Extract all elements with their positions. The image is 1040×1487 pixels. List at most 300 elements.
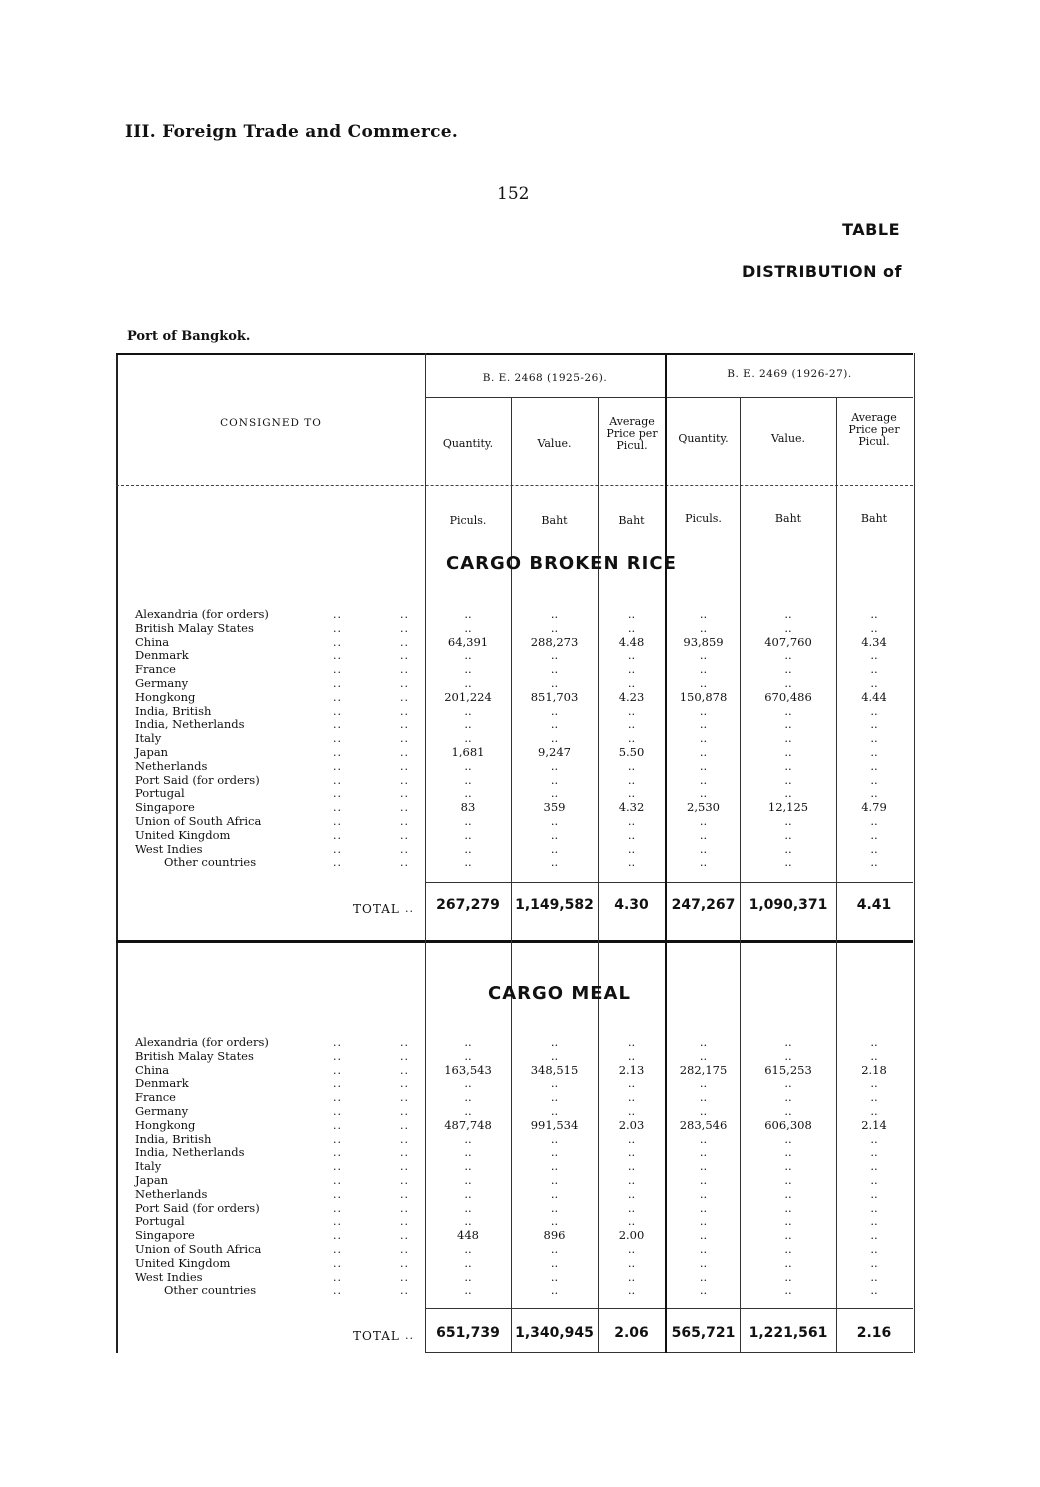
cell-p2: 4.34 xyxy=(861,634,887,649)
cell-p2: 4.44 xyxy=(861,689,887,704)
row-leader-dots: .. xyxy=(400,732,409,746)
table-label: TABLE xyxy=(842,220,900,239)
cell-p1: .. xyxy=(627,1186,636,1201)
cell-v1: .. xyxy=(550,607,559,621)
cell-v2: .. xyxy=(784,745,792,759)
header-period-1: B. E. 2468 (1925-26). xyxy=(482,372,608,384)
cell-v2: .. xyxy=(784,620,792,635)
total-q1-meal: 651,739 xyxy=(436,1325,500,1341)
cell-q2: .. xyxy=(699,676,708,690)
row-leader-dots: .. xyxy=(333,718,342,732)
cell-q2: .. xyxy=(699,620,708,635)
row-leader-dots: .. xyxy=(400,649,409,663)
cell-p1: .. xyxy=(627,703,636,718)
row-country: Germany xyxy=(135,1104,189,1118)
row-country: India, Netherlands xyxy=(135,1145,245,1160)
cell-p1: .. xyxy=(627,731,636,746)
row-leader-dots: .. xyxy=(333,759,342,773)
cell-v2: .. xyxy=(784,662,792,677)
row-country: Singapore xyxy=(135,800,195,815)
cell-p1: .. xyxy=(627,1159,636,1174)
row-country: India, Netherlands xyxy=(135,717,245,732)
cell-p1: 2.03 xyxy=(618,1117,645,1132)
cell-v2: .. xyxy=(784,703,792,718)
cell-q2: .. xyxy=(699,1131,708,1146)
cell-p1: 4.48 xyxy=(618,634,645,649)
row-country: Union of South Africa xyxy=(135,814,262,828)
port-label: Port of Bangkok. xyxy=(127,329,251,344)
row-leader-dots: .. xyxy=(400,1146,409,1160)
row-leader-dots: .. xyxy=(333,1160,342,1174)
row-leader-dots: .. xyxy=(333,1270,342,1284)
cell-p2: .. xyxy=(870,827,878,842)
cell-q1: .. xyxy=(464,676,472,690)
cell-v1: .. xyxy=(550,662,559,677)
cell-p2: .. xyxy=(870,745,878,759)
row-leader-dots: .. xyxy=(333,663,342,677)
cell-p1: .. xyxy=(627,1104,636,1118)
row-country: Japan xyxy=(135,1173,169,1187)
row-leader-dots: .. xyxy=(400,856,409,870)
cell-v2: .. xyxy=(784,814,792,828)
unit-baht-value-2: Baht xyxy=(774,512,802,525)
row-leader-dots: .. xyxy=(333,1243,342,1256)
row-leader-dots: .. xyxy=(400,1049,409,1063)
row-country: Port Said (for orders) xyxy=(135,772,260,787)
row-leader-dots: .. xyxy=(400,815,409,828)
unit-piculs-2: Piculs. xyxy=(685,512,722,525)
cell-p1: 5.50 xyxy=(618,745,645,759)
row-leader-dots: .. xyxy=(400,718,409,732)
row-leader-dots: .. xyxy=(333,773,342,787)
row-country: Denmark xyxy=(135,1076,189,1091)
row-country: Other countries xyxy=(164,855,257,870)
row-country: Hongkong xyxy=(135,1117,196,1132)
row-country: Hongkong xyxy=(135,689,196,704)
row-leader-dots: .. xyxy=(400,1284,409,1298)
cell-p1: 2.13 xyxy=(618,1062,645,1077)
cell-q1: .. xyxy=(464,1048,472,1063)
cell-p2: .. xyxy=(870,814,878,828)
row-country: United Kingdom xyxy=(135,1255,231,1270)
cell-p2: .. xyxy=(870,717,878,732)
cell-q2: .. xyxy=(699,1283,708,1298)
row-country: China xyxy=(135,634,170,649)
cell-q2: .. xyxy=(699,1255,708,1270)
row-leader-dots: .. xyxy=(400,1243,409,1256)
row-leader-dots: .. xyxy=(333,1091,342,1105)
cell-p1: .. xyxy=(627,1200,636,1215)
cell-q2: .. xyxy=(699,717,708,732)
row-leader-dots: .. xyxy=(333,649,342,663)
row-leader-dots: .. xyxy=(400,663,409,677)
total-p1-meal: 2.06 xyxy=(614,1325,649,1341)
cell-q1: 1,681 xyxy=(451,745,485,759)
row-leader-dots: .. xyxy=(333,1132,342,1146)
total-q1-broken-rice: 267,279 xyxy=(436,897,500,913)
row-country: United Kingdom xyxy=(135,827,231,842)
table-bottom-rule xyxy=(425,1352,913,1353)
row-leader-dots: .. xyxy=(400,621,409,635)
row-leader-dots: .. xyxy=(333,1284,342,1298)
cell-v1: .. xyxy=(550,758,559,773)
section-title-meal: CARGO MEAL xyxy=(488,983,631,1004)
cell-v2: .. xyxy=(784,1159,792,1174)
total-leader-broken-rice: .. xyxy=(405,902,414,915)
cell-q2: .. xyxy=(699,1214,708,1229)
cell-v1: .. xyxy=(550,841,559,856)
row-leader-dots: .. xyxy=(400,746,409,759)
cell-p1: .. xyxy=(627,607,636,621)
cell-p2: .. xyxy=(870,1228,878,1243)
cell-v1: .. xyxy=(550,1269,559,1284)
cell-q2: .. xyxy=(699,1145,708,1160)
cell-p1: .. xyxy=(627,1269,636,1284)
unit-baht-price-1: Baht xyxy=(618,514,645,527)
cell-q1: .. xyxy=(464,1035,472,1049)
row-leader-dots: .. xyxy=(333,732,342,746)
row-country: China xyxy=(135,1062,170,1077)
cell-q2: .. xyxy=(699,745,708,759)
cell-p1: .. xyxy=(627,717,636,732)
cell-v2: .. xyxy=(784,1131,792,1146)
meal-total-top-rule xyxy=(425,1308,913,1309)
row-leader-dots: .. xyxy=(400,1215,409,1229)
cell-q1: .. xyxy=(464,758,472,773)
cell-v1: .. xyxy=(550,731,559,746)
cell-q1: 64,391 xyxy=(447,634,489,649)
row-country: Italy xyxy=(135,1159,162,1174)
cell-v2: .. xyxy=(784,1186,792,1201)
cell-v2: .. xyxy=(784,607,792,621)
cell-q1: .. xyxy=(464,607,472,621)
cell-p2: .. xyxy=(870,703,878,718)
row-leader-dots: .. xyxy=(333,1229,342,1243)
total-v1-broken-rice: 1,149,582 xyxy=(515,897,594,913)
row-country: Port Said (for orders) xyxy=(135,1200,260,1215)
cell-p1: 2.00 xyxy=(618,1228,645,1243)
row-leader-dots: .. xyxy=(333,746,342,759)
row-leader-dots: .. xyxy=(333,690,342,704)
cell-q1: .. xyxy=(464,814,472,828)
period-rule xyxy=(425,397,913,398)
cell-v2: .. xyxy=(784,1076,792,1091)
header-period-2: B. E. 2469 (1926-27). xyxy=(727,368,852,380)
row-leader-dots: .. xyxy=(400,842,409,856)
row-leader-dots: .. xyxy=(400,635,409,649)
cell-q1: .. xyxy=(464,620,472,635)
cell-v2: .. xyxy=(784,855,792,870)
row-leader-dots: .. xyxy=(400,1132,409,1146)
cell-v2: .. xyxy=(784,772,792,787)
cell-q1: .. xyxy=(464,1104,472,1118)
cell-q1: .. xyxy=(464,1131,472,1146)
cell-p2: .. xyxy=(870,1242,878,1256)
cell-p1: .. xyxy=(627,1145,636,1160)
cell-p1: .. xyxy=(627,1255,636,1270)
cell-p1: .. xyxy=(627,676,636,690)
row-country: Japan xyxy=(135,745,169,759)
cell-p2: .. xyxy=(870,620,878,635)
cell-v1: .. xyxy=(550,1090,559,1105)
cell-q2: .. xyxy=(699,662,708,677)
row-leader-dots: .. xyxy=(333,1063,342,1077)
cell-p1: .. xyxy=(627,772,636,787)
row-leader-dots: .. xyxy=(333,801,342,815)
row-leader-dots: .. xyxy=(400,759,409,773)
cell-q1: 201,224 xyxy=(444,689,492,704)
cell-p1: .. xyxy=(627,1242,636,1256)
cell-v2: .. xyxy=(784,1228,792,1243)
cell-q2: .. xyxy=(699,1242,708,1256)
units-rule xyxy=(116,485,913,486)
cell-v2: .. xyxy=(784,731,792,746)
row-leader-dots: .. xyxy=(333,635,342,649)
row-leader-dots: .. xyxy=(333,1036,342,1049)
cell-v1: .. xyxy=(550,1035,559,1049)
row-leader-dots: .. xyxy=(400,773,409,787)
total-p2-meal: 2.16 xyxy=(856,1325,892,1341)
cell-p1: .. xyxy=(627,1048,636,1063)
cell-p1: .. xyxy=(627,1283,636,1298)
cell-v1: 991,534 xyxy=(530,1117,579,1132)
cell-p2: .. xyxy=(870,1186,878,1201)
cell-q2: .. xyxy=(699,772,708,787)
cell-q1: .. xyxy=(464,717,472,732)
cell-q1: .. xyxy=(464,1090,472,1105)
row-leader-dots: .. xyxy=(333,1077,342,1091)
unit-baht-value-1: Baht xyxy=(541,514,568,527)
table-top-rule xyxy=(116,353,913,355)
total-v2-meal: 1,221,561 xyxy=(748,1325,828,1341)
cell-q1: .. xyxy=(464,855,472,870)
cell-v2: .. xyxy=(784,841,792,856)
cell-q1: .. xyxy=(464,1283,472,1298)
page-number: 152 xyxy=(497,184,530,204)
row-country: West Indies xyxy=(135,841,203,856)
row-country: Singapore xyxy=(135,1228,195,1243)
cell-q1: .. xyxy=(464,786,472,801)
cell-q1: .. xyxy=(464,1186,472,1201)
row-country: Denmark xyxy=(135,648,189,663)
row-leader-dots: .. xyxy=(400,1077,409,1091)
cell-q2: .. xyxy=(699,827,708,842)
cell-p1: .. xyxy=(627,662,636,677)
cell-v1: 288,273 xyxy=(530,634,579,649)
cell-q1: .. xyxy=(464,841,472,856)
row-country: Netherlands xyxy=(135,1186,208,1201)
row-leader-dots: .. xyxy=(400,704,409,718)
cell-p2: .. xyxy=(870,841,878,856)
cell-v2: .. xyxy=(784,676,792,690)
cell-q2: .. xyxy=(699,703,708,718)
row-leader-dots: .. xyxy=(400,1201,409,1215)
cell-v2: .. xyxy=(784,1145,792,1160)
total-v1-meal: 1,340,945 xyxy=(515,1325,594,1341)
cell-v2: .. xyxy=(784,1090,792,1105)
cell-p2: .. xyxy=(870,1048,878,1063)
cell-p1: .. xyxy=(627,841,636,856)
row-country: Union of South Africa xyxy=(135,1242,262,1256)
cell-v1: .. xyxy=(550,676,559,690)
cell-q2: .. xyxy=(699,1200,708,1215)
cell-v2: .. xyxy=(784,1035,792,1049)
row-leader-dots: .. xyxy=(333,704,342,718)
row-leader-dots: .. xyxy=(333,608,342,621)
cell-p1: 4.23 xyxy=(618,689,645,704)
cell-q1: .. xyxy=(464,1145,472,1160)
row-leader-dots: .. xyxy=(333,621,342,635)
cell-v2: .. xyxy=(784,1214,792,1229)
cell-v1: .. xyxy=(550,772,559,787)
cell-q1: .. xyxy=(464,1255,472,1270)
cell-p2: .. xyxy=(870,772,878,787)
cell-q2: 93,859 xyxy=(683,634,724,649)
row-leader-dots: .. xyxy=(333,677,342,690)
cell-v1: .. xyxy=(550,1076,559,1091)
cell-q1: 448 xyxy=(457,1228,479,1243)
row-leader-dots: .. xyxy=(333,1049,342,1063)
cell-q2: .. xyxy=(699,1048,708,1063)
cell-v2: .. xyxy=(784,827,792,842)
row-leader-dots: .. xyxy=(400,801,409,815)
cell-v2: .. xyxy=(784,1173,792,1187)
row-country: British Malay States xyxy=(135,1048,254,1063)
cell-p1: .. xyxy=(627,786,636,801)
cell-q1: 163,543 xyxy=(444,1062,492,1077)
cell-v1: .. xyxy=(550,1173,559,1187)
cell-v2: 606,308 xyxy=(764,1117,812,1132)
cell-q2: .. xyxy=(699,1076,708,1091)
cell-v2: .. xyxy=(784,648,792,663)
cell-p1: .. xyxy=(627,1214,636,1229)
cell-v1: .. xyxy=(550,1242,559,1256)
header-avg-price-1: Average Price per Picul. xyxy=(606,415,658,452)
row-leader-dots: .. xyxy=(400,608,409,621)
cell-v1: .. xyxy=(550,1186,559,1201)
row-leader-dots: .. xyxy=(333,1187,342,1201)
cell-v1: 851,703 xyxy=(530,689,579,704)
cell-q1: 487,748 xyxy=(444,1117,492,1132)
cell-q1: .. xyxy=(464,1214,472,1229)
row-leader-dots: .. xyxy=(400,1187,409,1201)
cell-p2: .. xyxy=(870,731,878,746)
cell-v2: .. xyxy=(784,717,792,732)
cell-v1: .. xyxy=(550,1048,559,1063)
cell-p1: .. xyxy=(627,620,636,635)
cell-v2: 670,486 xyxy=(764,689,812,704)
cell-p2: .. xyxy=(870,758,878,773)
row-leader-dots: .. xyxy=(333,787,342,801)
header-quantity-2: Quantity. xyxy=(678,432,729,445)
cell-v2: .. xyxy=(784,758,792,773)
cell-p2: .. xyxy=(870,1255,878,1270)
cell-p1: .. xyxy=(627,1035,636,1049)
cell-v2: .. xyxy=(784,1200,792,1215)
row-leader-dots: .. xyxy=(400,1105,409,1118)
row-leader-dots: .. xyxy=(333,815,342,828)
row-leader-dots: .. xyxy=(400,1229,409,1243)
cell-q2: .. xyxy=(699,1173,708,1187)
cell-p2: .. xyxy=(870,648,878,663)
cell-q2: .. xyxy=(699,786,708,801)
row-country: Alexandria (for orders) xyxy=(135,1035,269,1049)
cell-v1: .. xyxy=(550,1159,559,1174)
row-leader-dots: .. xyxy=(333,1215,342,1229)
row-country: West Indies xyxy=(135,1269,203,1284)
cell-q2: .. xyxy=(699,855,708,870)
broken-rice-total-top-rule xyxy=(425,882,913,883)
cell-v1: .. xyxy=(550,1255,559,1270)
row-country: India, British xyxy=(135,1131,212,1146)
cell-q2: 150,878 xyxy=(679,689,728,704)
total-leader-meal: .. xyxy=(405,1329,414,1342)
cell-p2: .. xyxy=(870,1173,878,1187)
cell-p2: .. xyxy=(870,607,878,621)
total-v2-broken-rice: 1,090,371 xyxy=(748,897,828,913)
cell-p1: .. xyxy=(627,855,636,870)
row-leader-dots: .. xyxy=(400,1270,409,1284)
cell-v1: .. xyxy=(550,1214,559,1229)
cell-q2: 2,530 xyxy=(687,800,720,815)
cell-q1: .. xyxy=(464,1076,472,1091)
cell-v1: 896 xyxy=(543,1228,566,1243)
cell-p2: 2.18 xyxy=(861,1062,887,1077)
row-country: France xyxy=(135,662,176,677)
header-value-2: Value. xyxy=(770,432,806,445)
cell-v1: .. xyxy=(550,786,559,801)
row-country: British Malay States xyxy=(135,620,254,635)
header-quantity-1: Quantity. xyxy=(442,437,494,450)
cell-v2: .. xyxy=(784,1269,792,1284)
row-country: Alexandria (for orders) xyxy=(135,607,269,621)
cell-q2: .. xyxy=(699,607,708,621)
cell-p2: .. xyxy=(870,662,878,677)
cell-p2: .. xyxy=(870,786,878,801)
cell-v1: .. xyxy=(550,648,559,663)
cell-v2: 12,125 xyxy=(767,800,809,815)
cell-p2: .. xyxy=(870,1104,878,1118)
cell-p2: .. xyxy=(870,855,878,870)
cell-q2: .. xyxy=(699,1269,708,1284)
cell-v1: .. xyxy=(550,703,559,718)
cell-q2: .. xyxy=(699,1090,708,1105)
row-country: France xyxy=(135,1090,176,1105)
row-leader-dots: .. xyxy=(333,1256,342,1270)
cell-q2: .. xyxy=(699,731,708,746)
row-leader-dots: .. xyxy=(400,690,409,704)
cell-p1: .. xyxy=(627,1173,636,1187)
cell-q2: 282,175 xyxy=(679,1062,728,1077)
cell-p2: .. xyxy=(870,1214,878,1229)
cell-v1: 359 xyxy=(543,800,566,815)
cell-v1: .. xyxy=(550,855,559,870)
cell-p1: .. xyxy=(627,648,636,663)
cell-v1: .. xyxy=(550,1145,559,1160)
row-leader-dots: .. xyxy=(333,1118,342,1132)
cell-q1: .. xyxy=(464,648,472,663)
cell-q2: 283,546 xyxy=(679,1117,728,1132)
row-leader-dots: .. xyxy=(400,828,409,842)
row-leader-dots: .. xyxy=(333,1105,342,1118)
cell-p2: .. xyxy=(870,1090,878,1105)
row-leader-dots: .. xyxy=(400,1036,409,1049)
cell-q1: .. xyxy=(464,772,472,787)
row-country: Other countries xyxy=(164,1283,257,1298)
unit-piculs-1: Piculs. xyxy=(449,514,487,527)
cell-q1: .. xyxy=(464,1269,472,1284)
row-leader-dots: .. xyxy=(400,787,409,801)
